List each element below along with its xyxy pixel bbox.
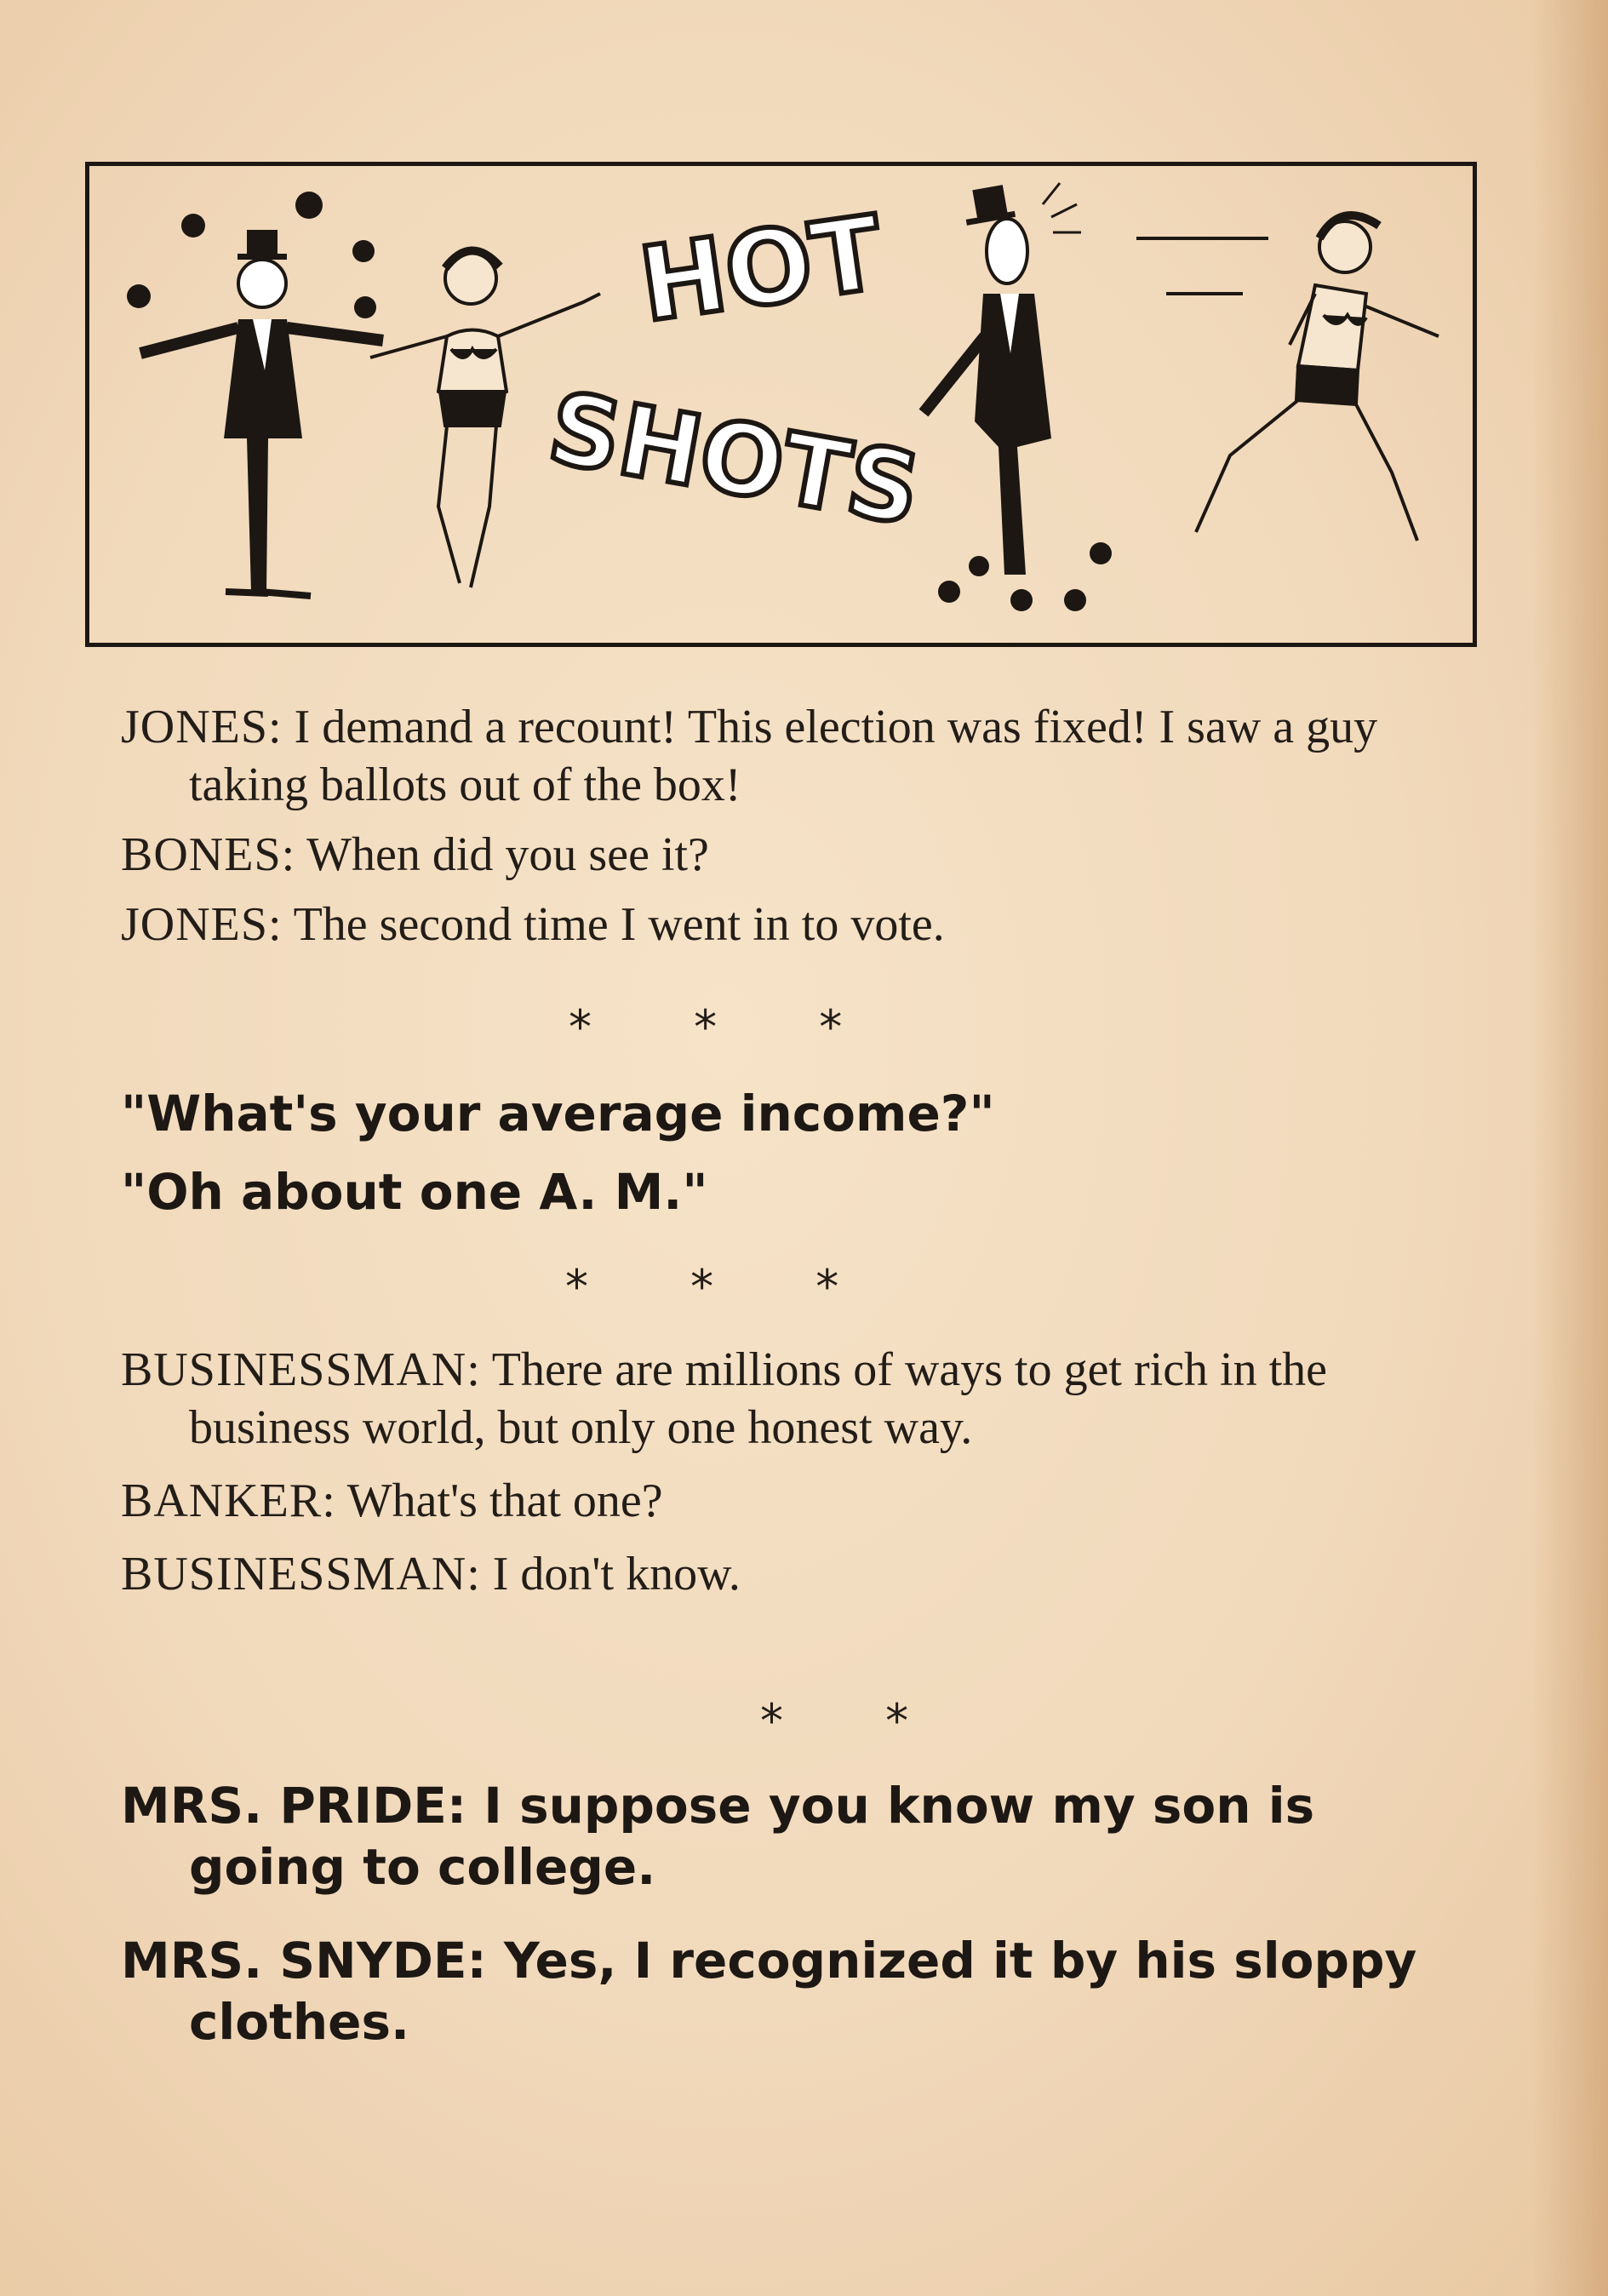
hot-shots-banner — [85, 162, 1477, 647]
separator-asterisks: * * * — [569, 1000, 843, 1054]
dialogue-text: What's that one? — [346, 1474, 663, 1527]
dialogue-line — [121, 826, 1466, 884]
dialogue-text: I suppose you know my son is going to college. — [189, 1777, 1315, 1896]
speaker-label: MRS. PRIDE: — [121, 1777, 467, 1835]
quote-line: "Oh about one A. M." — [121, 1163, 708, 1221]
banner-title-shots: SHOTS — [541, 370, 929, 548]
speaker-label: JONES: — [121, 898, 283, 951]
dialogue-text: I don't know. — [492, 1548, 741, 1600]
joke-businessman-banker — [121, 1341, 1466, 1603]
dialogue-line — [121, 1341, 1466, 1457]
speaker-label: BUSINESSMAN: — [121, 1343, 481, 1396]
joke-average-income — [121, 1083, 1466, 1222]
fallen-balls-icon — [938, 542, 1112, 611]
joke-jones-bones — [121, 698, 1466, 953]
separator-asterisks: * * * — [565, 1260, 839, 1314]
banner-title-hot: HOT — [632, 194, 890, 346]
speaker-label: BUSINESSMAN: — [121, 1548, 481, 1600]
juggler-figure-icon — [140, 230, 383, 596]
quote-line: "What's your average income?" — [121, 1085, 995, 1142]
speaker-label: BONES: — [121, 828, 296, 881]
startled-juggler-icon — [924, 183, 1081, 575]
speaker-label: BANKER: — [121, 1474, 336, 1527]
dialogue-text: When did you see it? — [306, 828, 709, 881]
dialogue-line — [121, 1472, 1466, 1530]
speaker-label: JONES: — [121, 701, 283, 753]
dialogue-line — [121, 698, 1466, 814]
dialogue-text: Yes, I recognized it by his sloppy clothes. — [189, 1932, 1417, 2051]
dialogue-text: The second time I went in to vote. — [293, 898, 945, 951]
page-edge-shadow — [1531, 0, 1608, 2296]
separator-asterisks: * * — [760, 1694, 909, 1748]
dialogue-line — [121, 896, 1466, 953]
dialogue-line — [121, 1930, 1466, 2053]
dialogue-line — [121, 1775, 1466, 1898]
dialogue-text: There are millions of ways to get rich in the business world, but only one honest way. — [189, 1343, 1328, 1454]
speed-lines-icon — [1136, 238, 1268, 294]
banner-illustration — [89, 166, 1473, 643]
dialogue-text: I demand a recount! This election was fixed! I saw a guy taking ballots out of the box! — [189, 701, 1378, 811]
joke-mrs-pride-snyde — [121, 1775, 1466, 2053]
speaker-label: MRS. SNYDE: — [121, 1932, 487, 1990]
dialogue-line — [121, 1545, 1466, 1603]
running-lady-icon — [1196, 215, 1439, 541]
